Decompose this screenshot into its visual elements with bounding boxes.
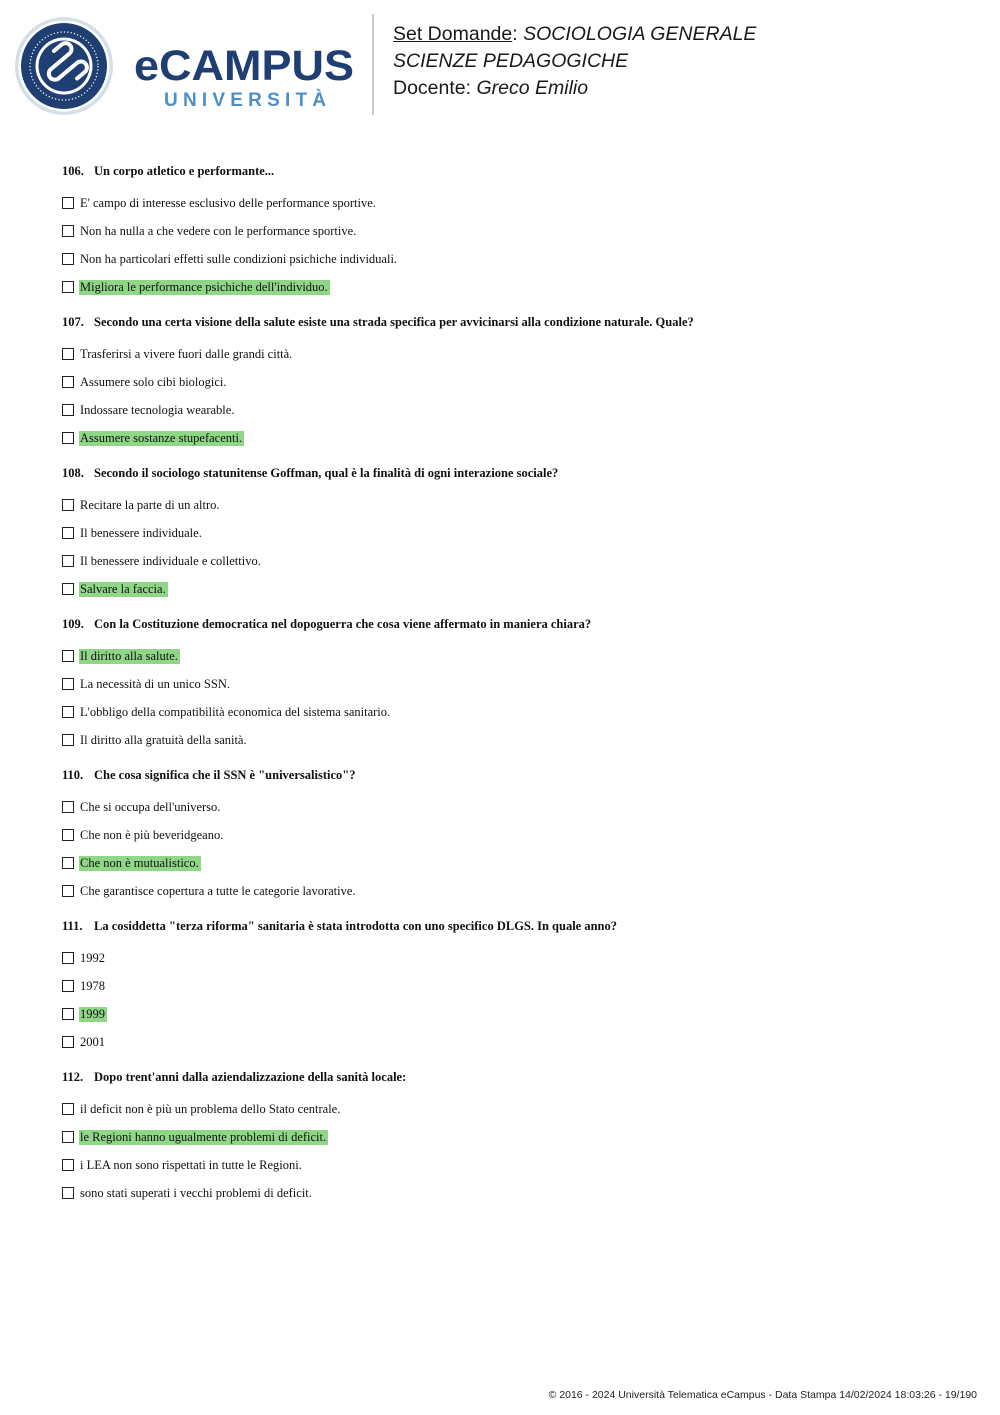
answer-checkbox[interactable] [62, 348, 74, 360]
ecampus-seal-logo [14, 16, 114, 116]
docente-name: Greco Emilio [476, 77, 589, 99]
answer-option[interactable] [62, 189, 962, 217]
question-block [62, 1069, 962, 1220]
question-number: 110. [62, 768, 84, 782]
answer-option[interactable] [62, 217, 962, 245]
answer-option[interactable] [62, 368, 962, 396]
footer-copyright: © 2016 - 2024 Università Telematica eCampus - Data Stampa 14/02/2024 18:03:26 - 19/190 [548, 1389, 977, 1401]
answer-option[interactable] [62, 849, 962, 877]
question-text: La cosiddetta "terza riforma" sanitaria è stata introdotta con uno specifico DLGS. In quale anno? [94, 919, 618, 933]
answer-option[interactable] [62, 491, 962, 519]
answer-checkbox[interactable] [62, 801, 74, 813]
answer-text: 1992 [80, 950, 105, 965]
answer-text-correct: Che non è mutualistico. [80, 855, 199, 870]
answer-text: Il benessere individuale e collettivo. [80, 553, 261, 568]
question-block [62, 918, 962, 1069]
answer-option[interactable] [62, 944, 962, 972]
answer-text: Non ha nulla a che vedere con le performance sportive. [80, 223, 357, 238]
question-title [62, 465, 962, 491]
answer-text-correct: 1999 [80, 1006, 105, 1021]
answer-option[interactable] [62, 1028, 962, 1056]
question-title [62, 163, 962, 189]
answer-checkbox[interactable] [62, 281, 74, 293]
question-number: 106. [62, 164, 84, 178]
docente-label: Docente: [393, 77, 472, 99]
question-text: Che cosa significa che il SSN è "universalistico"? [94, 768, 356, 782]
wordmark-universita: UNIVERSITÀ [164, 90, 326, 111]
question-number: 107. [62, 315, 84, 329]
answer-checkbox[interactable] [62, 1131, 74, 1143]
answer-option[interactable] [62, 793, 962, 821]
answer-option[interactable] [62, 726, 962, 754]
answer-text-correct: Migliora le performance psichiche dell'individuo. [80, 279, 328, 294]
answer-text: Che si occupa dell'universo. [80, 799, 221, 814]
docente-line [393, 75, 756, 102]
answer-checkbox[interactable] [62, 499, 74, 511]
answer-checkbox[interactable] [62, 1159, 74, 1171]
answer-text: Che non è più beveridgeano. [80, 827, 224, 842]
answer-option[interactable] [62, 424, 962, 452]
answer-checkbox[interactable] [62, 432, 74, 444]
answer-option[interactable] [62, 340, 962, 368]
question-block [62, 163, 962, 314]
answer-checkbox[interactable] [62, 253, 74, 265]
question-number: 108. [62, 466, 84, 480]
answer-checkbox[interactable] [62, 678, 74, 690]
answer-checkbox[interactable] [62, 555, 74, 567]
answer-text-correct: Il diritto alla salute. [80, 648, 178, 663]
course-title: SOCIOLOGIA GENERALE [523, 23, 757, 45]
answer-option[interactable] [62, 821, 962, 849]
answer-checkbox[interactable] [62, 1036, 74, 1048]
answer-text-correct: le Regioni hanno ugualmente problemi di deficit. [80, 1129, 327, 1144]
answer-option[interactable] [62, 1123, 962, 1151]
question-title [62, 918, 962, 944]
answer-checkbox[interactable] [62, 857, 74, 869]
answer-checkbox[interactable] [62, 952, 74, 964]
answer-option[interactable] [62, 877, 962, 905]
program-title: SCIENZE PEDAGOGICHE [393, 50, 629, 72]
question-title [62, 314, 962, 340]
question-block [62, 616, 962, 767]
answer-option[interactable] [62, 245, 962, 273]
answer-option[interactable] [62, 1000, 962, 1028]
answer-text: sono stati superati i vecchi problemi di deficit. [80, 1185, 312, 1200]
answer-checkbox[interactable] [62, 885, 74, 897]
question-text: Secondo il sociologo statunitense Goffman, qual è la finalità di ogni interazione sociale? [94, 466, 559, 480]
answer-checkbox[interactable] [62, 527, 74, 539]
answer-option[interactable] [62, 547, 962, 575]
question-number: 109. [62, 617, 84, 631]
question-title [62, 767, 962, 793]
answer-option[interactable] [62, 575, 962, 603]
answer-option[interactable] [62, 972, 962, 1000]
answer-checkbox[interactable] [62, 1187, 74, 1199]
answer-option[interactable] [62, 273, 962, 301]
answer-text-correct: Salvare la faccia. [80, 581, 166, 596]
answer-text: Il benessere individuale. [80, 525, 202, 540]
answer-checkbox[interactable] [62, 404, 74, 416]
question-title [62, 616, 962, 642]
question-title [62, 1069, 962, 1095]
answer-checkbox[interactable] [62, 376, 74, 388]
question-text: Dopo trent'anni dalla aziendalizzazione della sanità locale: [94, 1070, 407, 1084]
answer-text: il deficit non è più un problema dello Stato centrale. [80, 1101, 341, 1116]
answer-text: 1978 [80, 978, 105, 993]
wordmark-ecampus: eCAMPUS [134, 44, 354, 90]
header-divider [372, 14, 374, 115]
answer-checkbox[interactable] [62, 1008, 74, 1020]
question-block [62, 767, 962, 918]
set-label: Set Domande [393, 23, 513, 45]
question-block [62, 314, 962, 465]
answer-text: Trasferirsi a vivere fuori dalle grandi città. [80, 346, 293, 361]
answer-option[interactable] [62, 1095, 962, 1123]
answer-text: 2001 [80, 1034, 105, 1049]
answer-text: L'obbligo della compatibilità economica del sistema sanitario. [80, 704, 391, 719]
ecampus-wordmark [134, 44, 356, 114]
answer-text: Assumere solo cibi biologici. [80, 374, 227, 389]
answer-option[interactable] [62, 698, 962, 726]
answer-option[interactable] [62, 519, 962, 547]
question-text: Un corpo atletico e performante... [94, 164, 275, 178]
answer-option[interactable] [62, 670, 962, 698]
answer-text-correct: Assumere sostanze stupefacenti. [80, 430, 243, 445]
answer-checkbox[interactable] [62, 1103, 74, 1115]
answer-option[interactable] [62, 1151, 962, 1179]
answer-checkbox[interactable] [62, 734, 74, 746]
question-block [62, 465, 962, 616]
question-text: Con la Costituzione democratica nel dopoguerra che cosa viene affermato in maniera chiara? [94, 617, 592, 631]
answer-checkbox[interactable] [62, 225, 74, 237]
set-line [393, 21, 756, 48]
answer-text: Non ha particolari effetti sulle condizioni psichiche individuali. [80, 251, 398, 266]
answer-checkbox[interactable] [62, 650, 74, 662]
answer-text: Il diritto alla gratuità della sanità. [80, 732, 247, 747]
question-number: 112. [62, 1070, 84, 1084]
answer-text: Indossare tecnologia wearable. [80, 402, 235, 417]
header-info [393, 21, 756, 102]
answer-option[interactable] [62, 642, 962, 670]
question-list [62, 163, 962, 1220]
question-number: 111. [62, 919, 83, 933]
answer-text: La necessità di un unico SSN. [80, 676, 230, 691]
answer-text: Che garantisce copertura a tutte le categorie lavorative. [80, 883, 356, 898]
answer-checkbox[interactable] [62, 583, 74, 595]
answer-text: E' campo di interesse esclusivo delle performance sportive. [80, 195, 376, 210]
question-text: Secondo una certa visione della salute esiste una strada specifica per avvicinarsi alla condizione naturale. Quale? [94, 315, 694, 329]
answer-text: i LEA non sono rispettati in tutte le Regioni. [80, 1157, 302, 1172]
answer-checkbox[interactable] [62, 706, 74, 718]
answer-option[interactable] [62, 1179, 962, 1207]
answer-text: Recitare la parte di un altro. [80, 497, 220, 512]
answer-option[interactable] [62, 396, 962, 424]
set-colon: : [512, 23, 518, 45]
answer-checkbox[interactable] [62, 980, 74, 992]
answer-checkbox[interactable] [62, 829, 74, 841]
answer-checkbox[interactable] [62, 197, 74, 209]
